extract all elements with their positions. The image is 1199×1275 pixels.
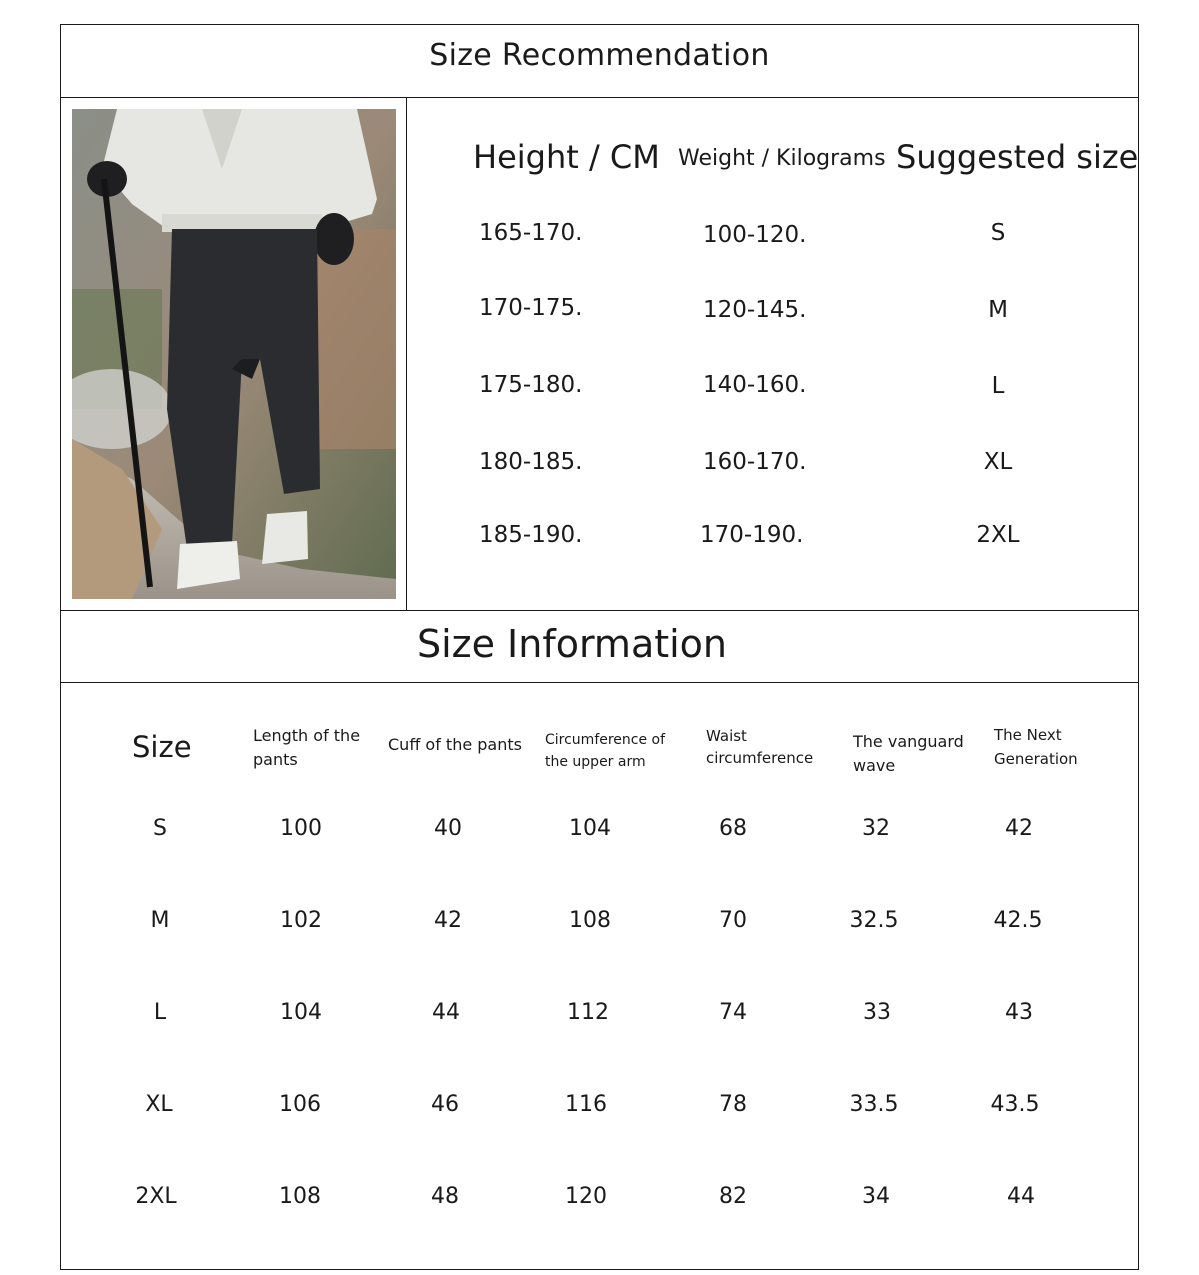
- rec-height: 170-175.: [479, 295, 583, 321]
- size-recommendation-title: Size Recommendation: [429, 38, 770, 73]
- divider: [406, 97, 407, 611]
- next-generation-cell: 42.5: [993, 908, 1043, 933]
- upper-arm-cell: 108: [569, 908, 611, 933]
- rec-height: 180-185.: [479, 449, 583, 475]
- upper-arm-cell: 104: [569, 816, 611, 841]
- length-cell: 100: [280, 816, 322, 841]
- header-next-generation: The Next Generation: [994, 726, 1078, 768]
- product-photo: [72, 109, 396, 599]
- vanguard-wave-cell: 33: [863, 1000, 891, 1025]
- length-cell: 104: [280, 1000, 322, 1025]
- vanguard-wave-cell: 33.5: [849, 1092, 899, 1117]
- waist-cell: 68: [719, 816, 747, 841]
- rec-size: XL: [983, 449, 1013, 475]
- rec-height: 165-170.: [479, 220, 583, 246]
- rec-size: S: [990, 220, 1006, 246]
- rec-weight: 140-160.: [703, 372, 807, 398]
- next-generation-cell: 44: [1007, 1184, 1035, 1209]
- rec-weight: 160-170.: [703, 449, 807, 475]
- cuff-cell: 46: [431, 1092, 459, 1117]
- header-cuff: Cuff of the pants: [388, 735, 522, 754]
- size-cell: M: [150, 908, 170, 933]
- rec-size: M: [988, 297, 1008, 323]
- length-cell: 108: [279, 1184, 321, 1209]
- rec-height: 175-180.: [479, 372, 583, 398]
- header-upper-arm: Circumference of the upper arm: [545, 732, 666, 770]
- header-vanguard-wave: The vanguard wave: [853, 732, 964, 775]
- size-cell: S: [153, 816, 167, 841]
- size-information-title: Size Information: [416, 622, 728, 666]
- vanguard-wave-cell: 32.5: [849, 908, 899, 933]
- cuff-cell: 40: [434, 816, 462, 841]
- waist-cell: 78: [719, 1092, 747, 1117]
- rec-weight: 120-145.: [703, 297, 807, 323]
- waist-cell: 70: [719, 908, 747, 933]
- header-suggested-size: Suggested size: [896, 138, 1139, 176]
- header-height: Height / CM: [473, 138, 660, 176]
- rec-height: 185-190.: [479, 522, 583, 548]
- cuff-cell: 42: [434, 908, 462, 933]
- upper-arm-cell: 120: [565, 1184, 607, 1209]
- vanguard-wave-cell: 34: [862, 1184, 890, 1209]
- length-cell: 102: [280, 908, 322, 933]
- size-cell: XL: [145, 1092, 173, 1117]
- rec-size: 2XL: [976, 522, 1020, 548]
- vanguard-wave-cell: 32: [862, 816, 890, 841]
- header-waist: Waist circumference: [706, 727, 814, 767]
- divider: [60, 610, 1139, 611]
- divider: [60, 682, 1139, 683]
- rec-weight: 170-190.: [700, 522, 804, 548]
- waist-cell: 82: [719, 1184, 747, 1209]
- cuff-cell: 48: [431, 1184, 459, 1209]
- waist-cell: 74: [719, 1000, 747, 1025]
- next-generation-cell: 43: [1005, 1000, 1033, 1025]
- cuff-cell: 44: [432, 1000, 460, 1025]
- rec-size: L: [991, 373, 1005, 399]
- next-generation-cell: 43.5: [990, 1092, 1040, 1117]
- upper-arm-cell: 116: [565, 1092, 607, 1117]
- header-pants-length: Length of the pants: [253, 726, 361, 769]
- rec-weight: 100-120.: [703, 222, 807, 248]
- divider: [60, 97, 1139, 98]
- next-generation-cell: 42: [1005, 816, 1033, 841]
- upper-arm-cell: 112: [567, 1000, 609, 1025]
- size-cell: 2XL: [135, 1184, 177, 1209]
- header-size: Size: [132, 730, 192, 764]
- size-cell: L: [153, 1000, 167, 1025]
- length-cell: 106: [279, 1092, 321, 1117]
- header-weight: Weight / Kilograms: [678, 146, 886, 171]
